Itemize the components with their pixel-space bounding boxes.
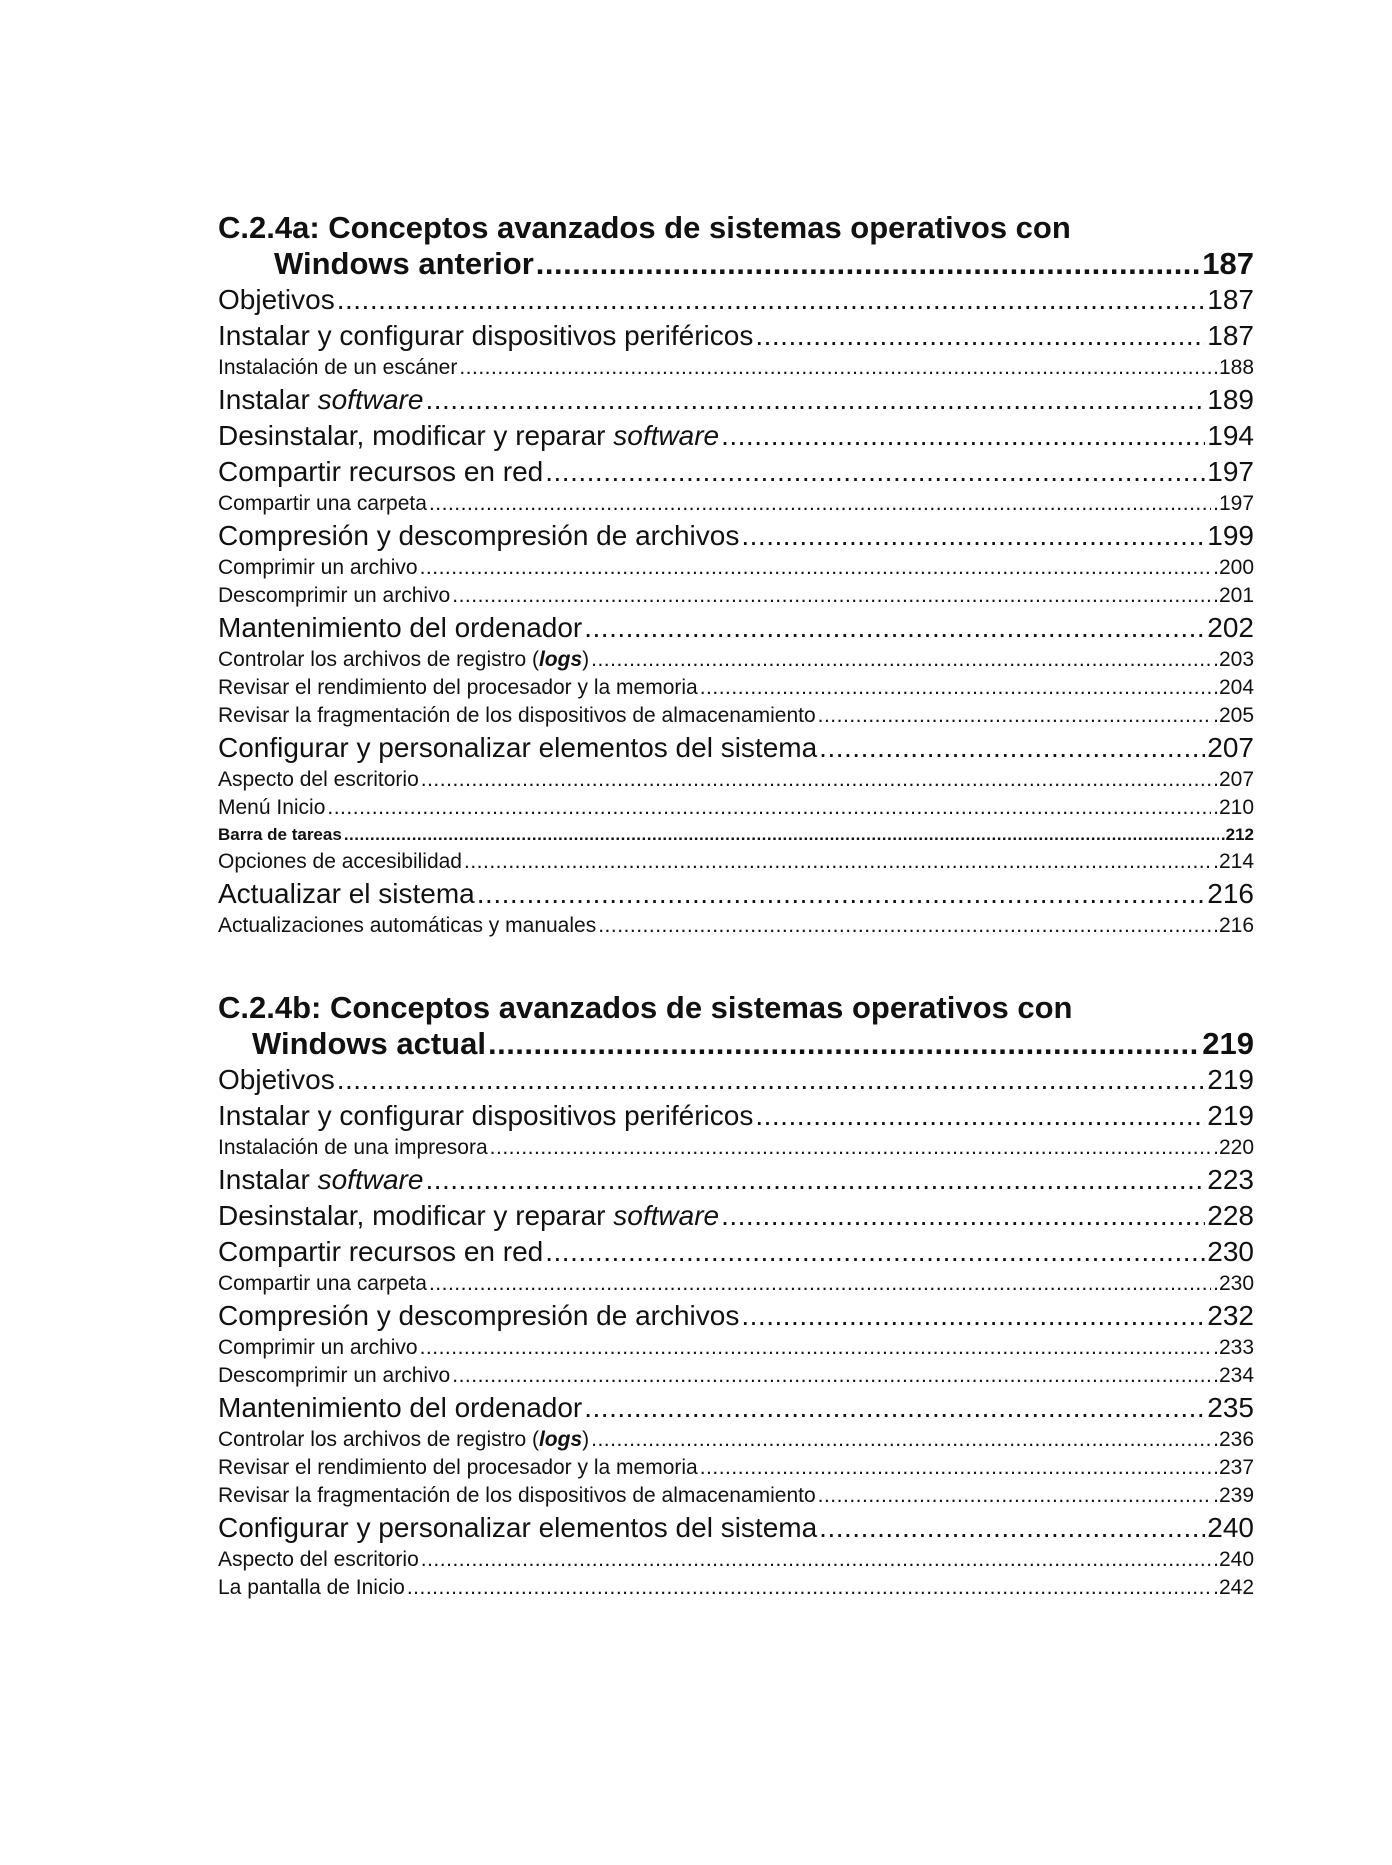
dot-leader [429, 1270, 1211, 1298]
entry-title-text: Revisar la fragmentación de los dispositivos de almacenamiento [218, 1484, 816, 1507]
entry-title-text: Actualizaciones automáticas y manuales [218, 914, 597, 937]
page-number: 223 [1207, 1164, 1254, 1195]
toc-subentry[interactable] [218, 766, 1254, 794]
dot-leader [452, 1362, 1211, 1390]
dot-leader [755, 1098, 1205, 1134]
toc-subentry[interactable] [218, 1574, 1254, 1602]
toc-subentry[interactable] [218, 554, 1254, 582]
page-number: .201 [1213, 584, 1254, 607]
entry-title-text: Instalar [218, 384, 318, 415]
entry-title-text: Objetivos [218, 1064, 335, 1095]
section-heading-entry[interactable] [218, 246, 1254, 282]
dot-leader [407, 1574, 1211, 1602]
page-number: .207 [1213, 768, 1254, 791]
page-number: .242 [1213, 1576, 1254, 1599]
entry-title [218, 1098, 753, 1134]
toc-subentry[interactable] [218, 646, 1254, 674]
page-number: .236 [1213, 1428, 1254, 1451]
entry-title [218, 1426, 589, 1454]
entry-title [218, 582, 450, 610]
page-number: 207 [1207, 732, 1254, 763]
page-number: .200 [1213, 556, 1254, 579]
page-number: 232 [1207, 1300, 1254, 1331]
section-heading-entry[interactable] [218, 1026, 1254, 1062]
toc-subentry[interactable] [218, 582, 1254, 610]
table-of-contents [218, 210, 1254, 1602]
toc-entry[interactable] [218, 318, 1254, 354]
page-number: .188 [1213, 356, 1254, 379]
toc-entry[interactable] [218, 610, 1254, 646]
entry-title [218, 454, 543, 490]
dot-leader [721, 1198, 1205, 1234]
entry-title-text: Descomprimir un archivo [218, 584, 451, 607]
entry-title-text: Menú Inicio [218, 796, 326, 819]
entry-title-emphasis: software [317, 1164, 424, 1195]
entry-title-text: La pantalla de Inicio [218, 1576, 405, 1599]
entry-title [218, 1062, 335, 1098]
entry-title-text: Compresión y descompresión de archivos [218, 520, 740, 551]
toc-entry[interactable] [218, 282, 1254, 318]
section-heading: C.2.4b: Conceptos avanzados de sistemas operativos con [218, 990, 1073, 1025]
entry-title-text: Barra de tareas [218, 825, 342, 844]
entry-title-text: Objetivos [218, 284, 335, 315]
entry-title [218, 1198, 719, 1234]
page-number: .197 [1213, 492, 1254, 515]
page-number: 202 [1207, 612, 1254, 643]
entry-title-text: Mantenimiento del ordenador [218, 612, 583, 643]
dot-leader [536, 246, 1200, 282]
dot-leader [452, 582, 1211, 610]
entry-title-text: Opciones de accesibilidad [218, 850, 462, 873]
section-heading: C.2.4a: Conceptos avanzados de sistemas operativos con [218, 210, 1071, 245]
page-number: 199 [1207, 520, 1254, 551]
entry-title-text: Instalar y configurar dispositivos periféricos [218, 1100, 754, 1131]
toc-subentry[interactable] [218, 1334, 1254, 1362]
toc-subentry[interactable] [218, 1270, 1254, 1298]
entry-title-text: Descomprimir un archivo [218, 1364, 451, 1387]
entry-title [218, 1454, 698, 1482]
page-number: .203 [1213, 648, 1254, 671]
dot-leader [591, 1426, 1211, 1454]
toc-subentry[interactable] [218, 822, 1254, 848]
entry-title-text: Compartir una carpeta [218, 1272, 427, 1295]
entry-title [218, 1298, 739, 1334]
entry-title [218, 382, 423, 418]
entry-title-text: Desinstalar, modificar y reparar [218, 1200, 614, 1231]
entry-title [218, 1134, 488, 1162]
dot-leader [337, 1062, 1206, 1098]
page-number: 235 [1207, 1392, 1254, 1423]
entry-title [218, 822, 342, 848]
entry-title-text: Instalar y configurar dispositivos periféricos [218, 320, 754, 351]
entry-title [218, 702, 816, 730]
page-number: .204 [1213, 676, 1254, 699]
entry-title-emphasis: logs [538, 648, 583, 671]
dot-leader [488, 1026, 1200, 1062]
entry-title [218, 1390, 582, 1426]
entry-title [218, 1510, 817, 1546]
entry-title-text: Comprimir un archivo [218, 556, 418, 579]
entry-title-text: Instalación de una impresora [218, 1136, 488, 1159]
toc-subentry[interactable] [218, 354, 1254, 382]
page-number: .210 [1213, 796, 1254, 819]
toc-subentry[interactable] [218, 848, 1254, 876]
toc-subentry[interactable] [218, 1134, 1254, 1162]
entry-title-text: Revisar el rendimiento del procesador y la memoria [218, 676, 698, 699]
dot-leader [545, 454, 1205, 490]
entry-title-text: Comprimir un archivo [218, 1336, 418, 1359]
page-number: .220 [1213, 1136, 1254, 1159]
dot-leader [477, 876, 1206, 912]
entry-title [218, 318, 753, 354]
toc-subentry[interactable] [218, 1454, 1254, 1482]
entry-title [218, 1270, 427, 1298]
page-number: 187 [1202, 246, 1254, 281]
entry-title-emphasis: software [317, 384, 424, 415]
toc-subentry[interactable] [218, 912, 1254, 940]
toc-entry[interactable] [218, 518, 1254, 554]
dot-leader [591, 646, 1211, 674]
toc-entry[interactable] [218, 454, 1254, 490]
entry-title [218, 912, 596, 940]
toc-entry[interactable] [218, 1098, 1254, 1134]
dot-leader [425, 1162, 1205, 1198]
toc-entry[interactable] [218, 730, 1254, 766]
page-number: 228 [1207, 1200, 1254, 1231]
dot-leader [344, 822, 1219, 848]
entry-title-text: Desinstalar, modificar y reparar [218, 420, 614, 451]
toc-entry[interactable] [218, 1510, 1254, 1546]
toc-subentry[interactable] [218, 490, 1254, 518]
page-number: .239 [1213, 1484, 1254, 1507]
entry-title-text: Compartir recursos en red [218, 456, 544, 487]
entry-title [218, 766, 419, 794]
page-number: .237 [1213, 1456, 1254, 1479]
section-heading-title: Windows actual [252, 1026, 486, 1061]
entry-title [218, 876, 475, 912]
toc-entry[interactable] [218, 1298, 1254, 1334]
entry-title [218, 848, 462, 876]
page-number: 230 [1207, 1236, 1254, 1267]
entry-title-text: Controlar los archivos de registro ( [218, 1428, 539, 1451]
dot-leader [721, 418, 1205, 454]
page-number: .205 [1213, 704, 1254, 727]
toc-entry[interactable] [218, 1198, 1254, 1234]
toc-section-b [218, 990, 1254, 1602]
page-number: .230 [1213, 1272, 1254, 1295]
entry-title [218, 1482, 816, 1510]
dot-leader [584, 610, 1205, 646]
dot-leader [420, 1334, 1212, 1362]
section-heading-title: Windows anterior [274, 246, 534, 281]
toc-subentry[interactable] [218, 1362, 1254, 1390]
toc-subentry[interactable] [218, 794, 1254, 822]
toc-entry[interactable] [218, 418, 1254, 454]
toc-section-a [218, 210, 1254, 940]
page-number: .216 [1213, 914, 1254, 937]
dot-leader [741, 1298, 1205, 1334]
toc-subentry[interactable] [218, 1426, 1254, 1454]
page-number: 216 [1207, 878, 1254, 909]
entry-title [218, 646, 589, 674]
entry-title [218, 1234, 543, 1270]
entry-title-text: Compartir una carpeta [218, 492, 427, 515]
entry-title-text: Aspecto del escritorio [218, 768, 419, 791]
page-number: .233 [1213, 1336, 1254, 1359]
dot-leader [421, 766, 1211, 794]
entry-title [218, 418, 719, 454]
entry-title [218, 610, 582, 646]
dot-leader [429, 490, 1211, 518]
entry-title [218, 730, 817, 766]
page-number: 219 [1207, 1064, 1254, 1095]
entry-title-emphasis: software [613, 420, 720, 451]
toc-entry[interactable] [218, 1162, 1254, 1198]
page-number: 187 [1207, 320, 1254, 351]
entry-title-emphasis: logs [538, 1428, 583, 1451]
toc-entry[interactable] [218, 1062, 1254, 1098]
entry-title-text: Compresión y descompresión de archivos [218, 1300, 740, 1331]
page-number: 219 [1202, 1026, 1254, 1061]
page-number: .240 [1213, 1548, 1254, 1571]
dot-leader [584, 1390, 1205, 1426]
dot-leader [598, 912, 1211, 940]
entry-title [218, 794, 325, 822]
toc-subentry[interactable] [218, 1482, 1254, 1510]
entry-title-suffix: ) [582, 648, 590, 671]
entry-title [218, 1334, 418, 1362]
entry-title-text: Revisar el rendimiento del procesador y la memoria [218, 1456, 698, 1479]
entry-title-text: Configurar y personalizar elementos del sistema [218, 732, 818, 763]
toc-subentry[interactable] [218, 1546, 1254, 1574]
entry-title [218, 518, 739, 554]
dot-leader [741, 518, 1205, 554]
dot-leader [337, 282, 1206, 318]
dot-leader [700, 674, 1211, 702]
dot-leader [425, 382, 1205, 418]
dot-leader [818, 1482, 1211, 1510]
entry-title [218, 1546, 419, 1574]
dot-leader [421, 1546, 1211, 1574]
entry-title-text: Instalar [218, 1164, 318, 1195]
entry-title-text: Controlar los archivos de registro ( [218, 648, 539, 671]
entry-title [218, 354, 457, 382]
page-number: .214 [1213, 850, 1254, 873]
entry-title-emphasis: software [613, 1200, 720, 1231]
entry-title [218, 282, 335, 318]
toc-entry[interactable] [218, 382, 1254, 418]
entry-title-text: Aspecto del escritorio [218, 1548, 419, 1571]
entry-title-text: Actualizar el sistema [218, 878, 475, 909]
entry-title-text: Configurar y personalizar elementos del sistema [218, 1512, 818, 1543]
toc-entry[interactable] [218, 1234, 1254, 1270]
entry-title [218, 674, 698, 702]
toc-entry[interactable] [218, 876, 1254, 912]
entry-title-text: Mantenimiento del ordenador [218, 1392, 583, 1423]
dot-leader [420, 554, 1212, 582]
dot-leader [819, 1510, 1205, 1546]
entry-title-text: Instalación de un escáner [218, 356, 458, 379]
dot-leader [545, 1234, 1205, 1270]
page-number: 194 [1207, 420, 1254, 451]
entry-title-text: Revisar la fragmentación de los dispositivos de almacenamiento [218, 704, 816, 727]
dot-leader [459, 354, 1211, 382]
toc-subentry[interactable] [218, 674, 1254, 702]
page-number: 187 [1207, 284, 1254, 315]
entry-title [218, 1162, 423, 1198]
dot-leader [700, 1454, 1211, 1482]
dot-leader [819, 730, 1205, 766]
page-number: 197 [1207, 456, 1254, 487]
dot-leader [818, 702, 1211, 730]
dot-leader [327, 794, 1211, 822]
entry-title-text: Compartir recursos en red [218, 1236, 544, 1267]
page-number: 219 [1207, 1100, 1254, 1131]
dot-leader [464, 848, 1211, 876]
entry-title [218, 490, 427, 518]
page-number: .212 [1220, 825, 1254, 844]
entry-title-suffix: ) [582, 1428, 590, 1451]
entry-title [218, 1574, 405, 1602]
entry-title [218, 554, 418, 582]
page-number: 240 [1207, 1512, 1254, 1543]
page-number: .234 [1213, 1364, 1254, 1387]
page-number: 189 [1207, 384, 1254, 415]
toc-entry[interactable] [218, 1390, 1254, 1426]
entry-title [218, 1362, 450, 1390]
dot-leader [755, 318, 1205, 354]
dot-leader [490, 1134, 1211, 1162]
toc-subentry[interactable] [218, 702, 1254, 730]
